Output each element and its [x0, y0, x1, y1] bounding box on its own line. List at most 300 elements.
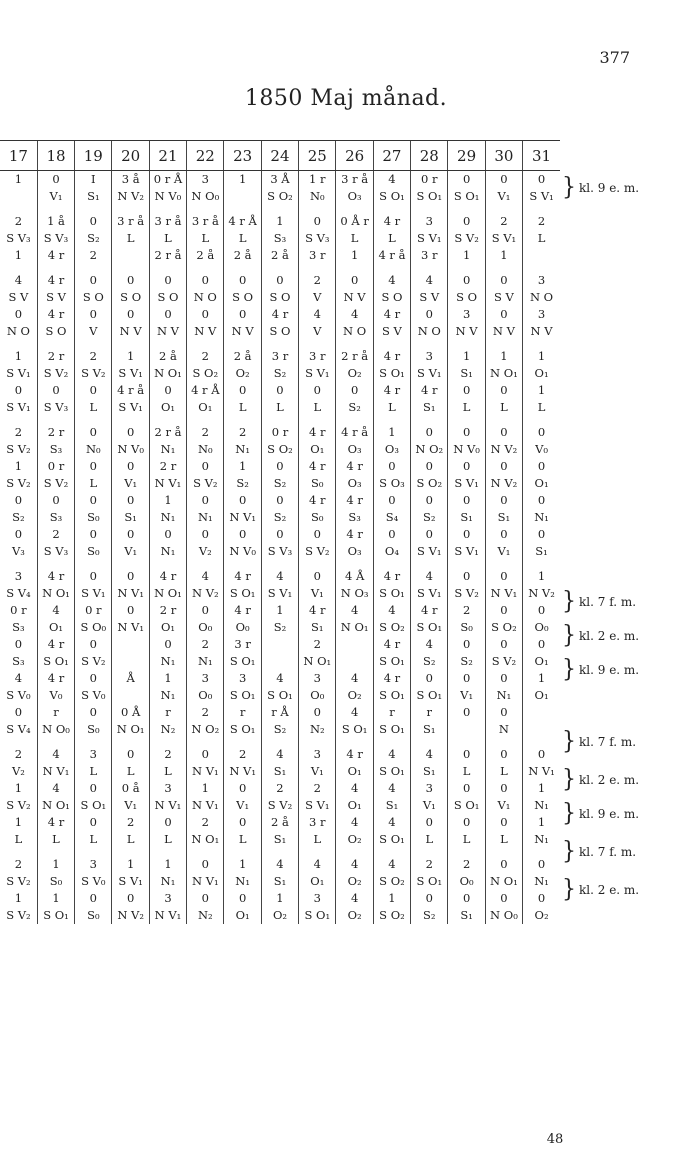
- table-cell: 0: [75, 382, 112, 399]
- table-cell: 3 r: [411, 247, 448, 264]
- table-cell: 0: [75, 704, 112, 721]
- table-cell: 4 r: [336, 526, 373, 543]
- table-cell: 2 r å: [336, 340, 373, 365]
- table-cell: 4: [14, 273, 23, 287]
- table-cell: S V₁: [411, 365, 448, 382]
- table-cell: 3: [523, 264, 560, 289]
- table-cell: S V₀: [75, 873, 112, 890]
- table-cell: 4 r: [37, 264, 74, 289]
- table-cell: 3: [187, 670, 224, 687]
- table-cell: 0 Å r: [336, 205, 373, 230]
- footer-signature: 48: [546, 1132, 564, 1147]
- table-cell: N V₁: [224, 509, 261, 526]
- table-row: [0, 264, 560, 289]
- table-cell: [224, 188, 261, 205]
- table-cell: 0: [485, 780, 522, 797]
- table-cell: 4 r: [37, 560, 74, 585]
- table-cell: 1: [224, 171, 261, 189]
- table-cell: 4 r: [37, 636, 74, 653]
- table-cell: 0: [112, 890, 149, 907]
- table-cell: L: [224, 399, 261, 416]
- table-cell: 4 r å: [112, 382, 149, 399]
- table-cell: V₁: [299, 763, 336, 780]
- table-cell: N₁: [149, 687, 186, 704]
- table-cell: 4 r å: [336, 416, 373, 441]
- time-note-label: kl. 2 e. m.: [579, 629, 640, 643]
- table-cell: 1: [14, 349, 23, 363]
- table-cell: L: [261, 399, 298, 416]
- table-row: [0, 848, 560, 873]
- table-cell: 0: [224, 492, 261, 509]
- table-cell: S O₁: [75, 797, 112, 814]
- table-cell: 4 r: [373, 382, 410, 399]
- table-cell: L: [448, 399, 485, 416]
- table-cell: 0: [485, 382, 522, 399]
- table-cell: S O₃: [373, 475, 410, 492]
- table-cell: O₂: [523, 907, 560, 924]
- table-cell: O₂: [336, 907, 373, 924]
- table-cell: 4: [336, 780, 373, 797]
- table-cell: 4 r Å: [187, 382, 224, 399]
- table-cell: 4 r: [373, 306, 410, 323]
- table-cell: N O₁: [112, 721, 149, 738]
- table-cell: 2: [14, 214, 23, 228]
- table-cell: V: [75, 323, 112, 340]
- table-cell: N O: [187, 289, 224, 306]
- table-cell: 1: [336, 247, 373, 264]
- table-cell: L: [37, 831, 74, 848]
- table-cell: S₁: [75, 188, 112, 205]
- table-cell: S O₂: [373, 907, 410, 924]
- table-cell: N V₂: [485, 441, 522, 458]
- table-cell: 0: [75, 306, 112, 323]
- table-cell: 0: [224, 780, 261, 797]
- table-cell: L: [485, 831, 522, 848]
- table-cell: 0: [261, 526, 298, 543]
- table-cell: [112, 687, 149, 704]
- table-cell: 0: [75, 814, 112, 831]
- table-cell: 0: [14, 493, 23, 507]
- table-cell: 0: [75, 264, 112, 289]
- table-cell: O₂: [336, 831, 373, 848]
- table-cell: 0: [14, 383, 23, 397]
- table-cell: 2 r å: [149, 416, 186, 441]
- table-row: [0, 831, 560, 848]
- time-note-label: kl. 9 e. m.: [579, 180, 640, 195]
- time-note: [562, 875, 639, 905]
- table-cell: 0: [485, 458, 522, 475]
- table-cell: 0: [112, 458, 149, 475]
- table-cell: r: [149, 704, 186, 721]
- table-cell: 0: [14, 637, 23, 651]
- table-cell: 4 r: [299, 458, 336, 475]
- table-cell: O₁: [187, 399, 224, 416]
- table-cell: 4 r: [373, 560, 410, 585]
- table-cell: L: [112, 763, 149, 780]
- table-cell: S V₂: [6, 874, 31, 888]
- table-cell: 0: [75, 492, 112, 509]
- table-cell: N₂: [187, 907, 224, 924]
- table-row: [0, 721, 560, 738]
- table-cell: S O₂: [373, 619, 410, 636]
- table-cell: 4: [336, 814, 373, 831]
- table-cell: L: [75, 475, 112, 492]
- table-cell: 4 r: [299, 492, 336, 509]
- table-cell: 4 r: [37, 814, 74, 831]
- table-cell: 2 å: [261, 814, 298, 831]
- table-cell: S₃: [37, 509, 74, 526]
- table-cell: 2: [411, 848, 448, 873]
- table-cell: S V₁: [261, 585, 298, 602]
- table-cell: L: [523, 399, 560, 416]
- table-cell: 0: [523, 171, 560, 189]
- table-cell: 3 r: [299, 247, 336, 264]
- table-cell: 2 å: [261, 247, 298, 264]
- table-cell: L: [373, 399, 410, 416]
- table-cell: S O₁: [411, 687, 448, 704]
- table-row: [0, 458, 560, 475]
- table-cell: 0: [373, 526, 410, 543]
- brace-icon: }: [562, 621, 576, 650]
- table-cell: N₁: [485, 687, 522, 704]
- table-cell: 0: [448, 171, 485, 189]
- table-cell: N: [485, 721, 522, 738]
- table-cell: 4: [336, 602, 373, 619]
- table-cell: 3: [411, 205, 448, 230]
- table-cell: S O₂: [411, 475, 448, 492]
- table-cell: 2: [224, 738, 261, 763]
- brace-icon: }: [562, 173, 576, 201]
- table-cell: S V: [411, 289, 448, 306]
- table-cell: 0: [448, 560, 485, 585]
- table-cell: 0: [37, 382, 74, 399]
- table-cell: 0: [149, 636, 186, 653]
- table-cell: S O₁: [448, 797, 485, 814]
- time-note: [562, 621, 639, 651]
- table-cell: O₁: [149, 399, 186, 416]
- table-cell: 1: [485, 247, 522, 264]
- table-cell: 4 r: [37, 670, 74, 687]
- table-cell: 0: [523, 492, 560, 509]
- table-cell: 0: [448, 526, 485, 543]
- table-cell: 0: [299, 526, 336, 543]
- table-cell: O₃: [336, 475, 373, 492]
- table-row: [0, 543, 560, 560]
- brace-icon: }: [562, 837, 576, 866]
- table-cell: [336, 636, 373, 653]
- table-cell: S O: [373, 289, 410, 306]
- table-cell: N O₀: [187, 188, 224, 205]
- table-cell: S V: [37, 289, 74, 306]
- table-cell: I: [75, 171, 112, 189]
- table-cell: 0: [411, 670, 448, 687]
- table-cell: V₀: [37, 687, 74, 704]
- table-cell: 1: [373, 890, 410, 907]
- table-cell: N V₁: [187, 797, 224, 814]
- time-note-label: kl. 7 f. m.: [579, 845, 637, 859]
- table-cell: S V: [373, 323, 410, 340]
- table-cell: S V₃: [261, 543, 298, 560]
- table-cell: 0: [411, 526, 448, 543]
- table-cell: 4 r: [149, 560, 186, 585]
- table-cell: 0: [448, 738, 485, 763]
- table-cell: S₂: [261, 619, 298, 636]
- table-row: [0, 188, 560, 205]
- day-header: 29: [448, 141, 485, 171]
- table-cell: V₁: [299, 585, 336, 602]
- table-cell: N₁: [523, 509, 560, 526]
- table-cell: S O₁: [261, 687, 298, 704]
- table-cell: N V₁: [224, 763, 261, 780]
- table-cell: S V₂: [261, 797, 298, 814]
- table-cell: L: [75, 763, 112, 780]
- table-cell: S₁: [411, 763, 448, 780]
- table-cell: S V₁: [299, 365, 336, 382]
- table-cell: 0: [411, 890, 448, 907]
- table-cell: S₁: [448, 509, 485, 526]
- table-cell: S V₂: [37, 365, 74, 382]
- table-cell: 1: [37, 890, 74, 907]
- table-cell: S₄: [373, 509, 410, 526]
- table-cell: 0: [448, 814, 485, 831]
- table-cell: S₂: [411, 907, 448, 924]
- table-cell: L: [187, 230, 224, 247]
- table-cell: L: [373, 230, 410, 247]
- table-cell: O₂: [261, 907, 298, 924]
- table-cell: S O₁: [224, 653, 261, 670]
- table-cell: S V₂: [37, 475, 74, 492]
- table-cell: 0: [261, 458, 298, 475]
- table-cell: S O₂: [485, 619, 522, 636]
- table-cell: N₁: [149, 543, 186, 560]
- table-cell: S V₂: [75, 365, 112, 382]
- table-cell: S V₂: [187, 475, 224, 492]
- table-cell: S O₁: [448, 188, 485, 205]
- table-cell: N V₂: [112, 188, 149, 205]
- table-cell: 4 r: [336, 458, 373, 475]
- time-note: [562, 655, 639, 685]
- table-cell: V₁: [485, 543, 522, 560]
- table-cell: 0: [373, 458, 410, 475]
- table-cell: L: [485, 763, 522, 780]
- table-cell: 3: [75, 848, 112, 873]
- table-cell: 1: [448, 247, 485, 264]
- table-row: [0, 687, 560, 704]
- table-cell: S V₂: [485, 653, 522, 670]
- table-cell: 4: [261, 848, 298, 873]
- table-cell: N O: [523, 289, 560, 306]
- table-row: [0, 475, 560, 492]
- table-cell: N V₁: [523, 763, 560, 780]
- table-cell: S O₁: [373, 831, 410, 848]
- table-cell: 1: [523, 780, 560, 797]
- table-cell: 1: [261, 602, 298, 619]
- table-row: [0, 399, 560, 416]
- time-note-label: kl. 2 e. m.: [579, 883, 640, 897]
- table-cell: [0, 188, 37, 205]
- table-cell: 4: [336, 704, 373, 721]
- table-cell: N₂: [299, 721, 336, 738]
- table-cell: O₁: [523, 365, 560, 382]
- table-cell: 0: [523, 602, 560, 619]
- table-cell: [261, 653, 298, 670]
- table-cell: 0: [187, 526, 224, 543]
- table-cell: N₀: [187, 441, 224, 458]
- table-row: [0, 780, 560, 797]
- table-cell: S₂: [336, 399, 373, 416]
- table-cell: [261, 636, 298, 653]
- table-row: [0, 171, 560, 189]
- table-cell: 0: [485, 526, 522, 543]
- table-cell: 0: [149, 264, 186, 289]
- page-number: 377: [599, 48, 630, 67]
- table-cell: L: [523, 230, 560, 247]
- table-cell: 0: [224, 890, 261, 907]
- table-cell: S₀: [75, 543, 112, 560]
- table-cell: 2: [112, 814, 149, 831]
- table-cell: N V: [336, 289, 373, 306]
- table-cell: 0: [523, 738, 560, 763]
- table-cell: S V₃: [299, 230, 336, 247]
- table-cell: 4: [261, 738, 298, 763]
- table-cell: N O₁: [149, 585, 186, 602]
- table-cell: 0 r: [10, 603, 27, 617]
- table-cell: 0 Å: [112, 704, 149, 721]
- table-cell: N O₁: [485, 365, 522, 382]
- table-cell: 4: [261, 670, 298, 687]
- table-cell: S₁: [261, 763, 298, 780]
- table-cell: 0: [485, 636, 522, 653]
- table-cell: 2: [448, 602, 485, 619]
- table-cell: N₂: [149, 721, 186, 738]
- table-cell: 4 r: [336, 738, 373, 763]
- table-cell: N O₀: [37, 721, 74, 738]
- table-cell: N O₀: [485, 907, 522, 924]
- table-cell: [112, 247, 149, 264]
- table-row: [0, 289, 560, 306]
- table-cell: 0: [187, 738, 224, 763]
- table-cell: S V₂: [6, 476, 31, 490]
- day-header: 30: [485, 141, 522, 171]
- table-cell: 3: [14, 569, 23, 583]
- table-cell: S V₁: [112, 365, 149, 382]
- table-cell: L: [14, 832, 23, 846]
- table-cell: 0: [37, 492, 74, 509]
- table-row: [0, 560, 560, 585]
- table-cell: O₂: [336, 365, 373, 382]
- table-cell: 3: [149, 780, 186, 797]
- table-cell: S₂: [12, 510, 25, 524]
- table-cell: 1: [14, 172, 23, 186]
- time-note: [562, 587, 636, 617]
- table-cell: 4 r: [373, 340, 410, 365]
- table-cell: 3 r: [299, 340, 336, 365]
- day-header: 23: [224, 141, 261, 171]
- table-cell: 0: [75, 890, 112, 907]
- table-cell: 0: [336, 382, 373, 399]
- table-cell: 4 r: [411, 382, 448, 399]
- table-cell: 4: [411, 264, 448, 289]
- table-cell: O₀: [224, 619, 261, 636]
- table-row: [0, 602, 560, 619]
- table-cell: 4 r å: [373, 247, 410, 264]
- table-cell: 4: [373, 602, 410, 619]
- table-cell: V₁: [112, 543, 149, 560]
- table-cell: 0: [75, 416, 112, 441]
- table-cell: Å: [112, 670, 149, 687]
- table-cell: S₁: [112, 509, 149, 526]
- table-cell: N V₁: [485, 585, 522, 602]
- table-row: [0, 670, 560, 687]
- table-cell: 0: [14, 307, 23, 321]
- table-cell: O₂: [224, 365, 261, 382]
- table-cell: S V₃: [6, 231, 31, 245]
- table-cell: 0: [485, 560, 522, 585]
- table-cell: V: [299, 323, 336, 340]
- table-row: [0, 340, 560, 365]
- table-cell: 0: [37, 171, 74, 189]
- table-cell: S₀: [448, 619, 485, 636]
- table-cell: 0: [523, 526, 560, 543]
- day-header: 17: [0, 141, 37, 171]
- table-cell: N O₃: [336, 585, 373, 602]
- table-cell: L: [149, 831, 186, 848]
- table-cell: 2: [485, 205, 522, 230]
- table-cell: O₁: [299, 873, 336, 890]
- table-cell: S V₁: [411, 543, 448, 560]
- time-note-label: kl. 7 f. m.: [579, 735, 637, 749]
- table-cell: O₃: [336, 441, 373, 458]
- table-cell: 0: [224, 264, 261, 289]
- table-cell: O₁: [37, 619, 74, 636]
- table-cell: r Å: [261, 704, 298, 721]
- table-cell: N₁: [149, 441, 186, 458]
- table-cell: O₀: [187, 619, 224, 636]
- table-cell: 1: [14, 815, 23, 829]
- table-cell: 0: [523, 636, 560, 653]
- table-cell: [112, 653, 149, 670]
- table-cell: S V₁: [448, 543, 485, 560]
- table-cell: S V₁: [6, 400, 31, 414]
- table-cell: L: [112, 831, 149, 848]
- table-cell: S V₄: [6, 722, 31, 736]
- table-cell: S₀: [75, 509, 112, 526]
- table-cell: S V₁: [112, 873, 149, 890]
- table-cell: 0: [224, 382, 261, 399]
- table-cell: N V: [187, 323, 224, 340]
- table-cell: O₁: [224, 907, 261, 924]
- table-cell: S₁: [261, 831, 298, 848]
- table-cell: 2 å: [149, 340, 186, 365]
- table-cell: 4: [373, 780, 410, 797]
- table-cell: 1: [149, 670, 186, 687]
- table-header-row: [0, 141, 560, 171]
- table-cell: S O₁: [411, 188, 448, 205]
- table-cell: O₁: [299, 441, 336, 458]
- table-cell: 4: [411, 560, 448, 585]
- table-cell: S V₄: [6, 586, 31, 600]
- time-note: [562, 837, 636, 867]
- table-cell: 0: [485, 848, 522, 873]
- table-cell: N₁: [224, 873, 261, 890]
- table-cell: 0: [448, 264, 485, 289]
- table-cell: N₀: [75, 441, 112, 458]
- table-cell: V₁: [485, 797, 522, 814]
- table-cell: 2: [261, 780, 298, 797]
- table-cell: 1: [149, 848, 186, 873]
- table-cell: 0: [523, 416, 560, 441]
- table-cell: 4: [336, 848, 373, 873]
